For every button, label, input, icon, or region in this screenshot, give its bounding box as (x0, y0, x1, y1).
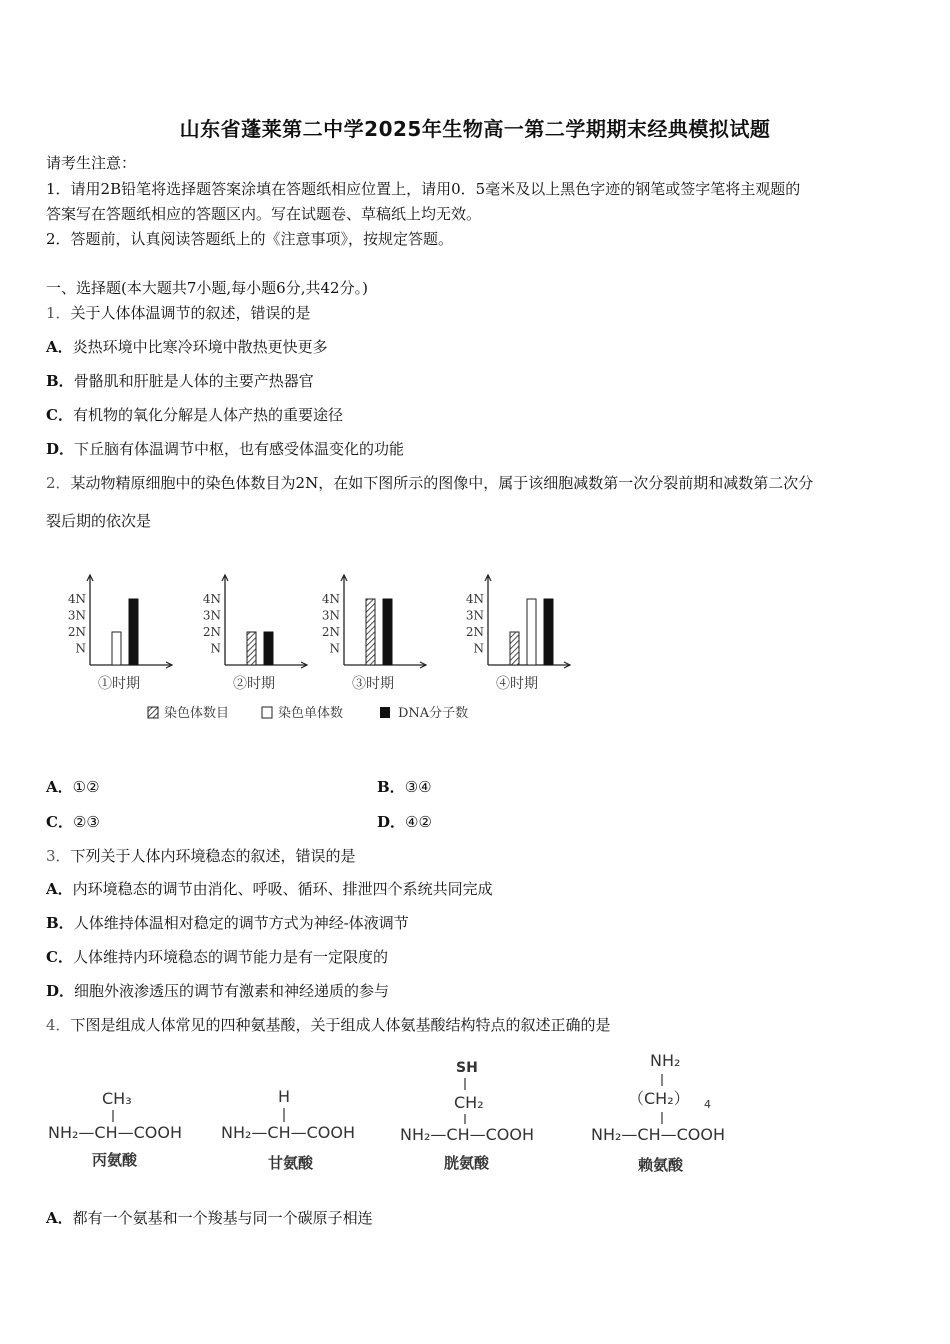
cystine-backbone: NH₂—CH—COOH (400, 1125, 535, 1144)
y-tick-label: N (329, 641, 340, 656)
q3-option-d[interactable]: D．细胞外液渗透压的调节有激素和神经递质的参与 (46, 982, 390, 1000)
question-number: 2． (46, 474, 71, 492)
notice-line-2: 2．答题前，认真阅读答题纸上的《注意事项》，按规定答题。 (46, 230, 454, 248)
alanine-r-group: CH₃ (102, 1089, 132, 1108)
lysine-r-group: NH₂ (650, 1051, 681, 1070)
bar-chromosome (247, 632, 256, 665)
y-tick-label: 2N (321, 625, 340, 639)
lysine-backbone: NH₂—CH—COOH (591, 1125, 726, 1144)
legend-dna: DNA分子数 (398, 706, 469, 721)
question-2 (46, 472, 813, 493)
alanine-structure (48, 1089, 182, 1169)
period-label: ②时期 (233, 676, 275, 692)
question-stem: 某动物精原细胞中的染色体数目为2N，在如下图所示的图像中，属于该细胞减数第一次分裂前期和减数第二次分 (70, 474, 814, 492)
question-stem: 下列关于人体内环境稳态的叙述，错误的是 (70, 847, 356, 865)
y-tick-label: 3N (67, 608, 86, 623)
question-2-cont: 裂后期的依次是 (46, 512, 152, 530)
y-tick-label: 3N (202, 608, 221, 623)
glycine-name: 甘氨酸 (268, 1154, 314, 1172)
legend-chromosome: 染色体数目 (164, 706, 230, 721)
q3-option-a[interactable]: A．内环境稳态的调节由消化、呼吸、循环、排泄四个系统共同完成 (46, 880, 493, 898)
glycine-r-group: H (278, 1087, 291, 1106)
amino-acid-structures (40, 1042, 780, 1182)
question-3 (46, 845, 356, 866)
notice-line-1b: 答案写在答题纸相应的答题区内。写在试题卷、草稿纸上均无效。 (46, 205, 482, 223)
section-heading: 一、选择题(本大题共7小题,每小题6分,共42分。) (46, 279, 368, 297)
q1-option-d[interactable]: D．下丘脑有体温调节中枢，也有感受体温变化的功能 (46, 440, 405, 458)
alanine-backbone: NH₂—CH—COOH (48, 1123, 183, 1142)
bar-dna (544, 599, 553, 665)
lysine-r-group-2: （CH₂） (628, 1089, 690, 1108)
question-1 (46, 302, 311, 323)
y-tick-label: 2N (465, 625, 484, 639)
chart-panel (466, 575, 570, 692)
q2-option-d[interactable]: D．④② (377, 813, 432, 831)
cystine-r-group: SH (456, 1060, 478, 1076)
q3-option-b[interactable]: B．人体维持体温相对稳定的调节方式为神经-体液调节 (46, 914, 409, 932)
period-label: ③时期 (352, 676, 394, 692)
question-4 (46, 1014, 611, 1035)
y-tick-label: 3N (321, 608, 340, 623)
q1-option-b[interactable]: B．骨骼肌和肝脏是人体的主要产热器官 (46, 372, 314, 390)
q2-option-a[interactable]: A．①② (46, 778, 100, 796)
q2-option-c[interactable]: C．②③ (46, 813, 100, 831)
cystine-structure (400, 1060, 534, 1172)
question-number: 3． (46, 847, 71, 865)
glycine-backbone: NH₂—CH—COOH (221, 1123, 356, 1142)
chart-panel (68, 575, 172, 692)
lysine-subscript: 4 (704, 1098, 711, 1111)
legend-swatch-dna (380, 707, 390, 718)
y-tick-label: 4N (202, 592, 221, 606)
bar-dna (383, 599, 392, 665)
page-title: 山东省蓬莱第二中学2025年生物高一第二学期期末经典模拟试题 (179, 117, 771, 141)
lysine-name: 赖氨酸 (638, 1156, 684, 1174)
bar-chromatid (527, 599, 536, 665)
bar-dna (264, 632, 273, 665)
y-tick-label: 4N (465, 592, 484, 606)
legend-swatch-chromosome (148, 707, 158, 718)
bar-chart-figure (50, 560, 610, 740)
bar-dna (129, 599, 138, 665)
period-label: ①时期 (98, 676, 140, 692)
legend-chromatid: 染色单体数 (278, 706, 344, 721)
question-number: 4． (46, 1016, 71, 1034)
bar-chromatid (112, 632, 121, 665)
q3-option-c[interactable]: C．人体维持内环境稳态的调节能力是有一定限度的 (46, 948, 388, 966)
y-tick-label: N (75, 641, 86, 656)
alanine-name: 丙氨酸 (92, 1151, 138, 1169)
glycine-structure (221, 1087, 355, 1172)
legend-swatch-chromatid (262, 707, 272, 718)
notice-heading: 请考生注意： (46, 154, 137, 172)
cystine-name: 胱氨酸 (444, 1154, 490, 1172)
bar-chromosome (366, 599, 375, 665)
q1-option-a[interactable]: A．炎热环境中比寒冷环境中散热更快更多 (46, 338, 328, 356)
y-tick-label: 2N (202, 625, 221, 639)
notice-line-1: 1．请用2B铅笔将选择题答案涂填在答题纸相应位置上，请用0．5毫米及以上黑色字迹的钢笔或签字笔将主观题的 (46, 180, 801, 198)
q2-option-b[interactable]: B．③④ (377, 778, 432, 796)
chart-panel (322, 575, 426, 692)
cystine-r-group-2: CH₂ (454, 1093, 484, 1112)
q4-option-a[interactable]: A．都有一个氨基和一个羧基与同一个碳原子相连 (46, 1209, 373, 1227)
q1-option-c[interactable]: C．有机物的氧化分解是人体产热的重要途径 (46, 406, 343, 424)
period-label: ④时期 (496, 676, 538, 692)
question-stem: 关于人体体温调节的叙述，错误的是 (70, 304, 311, 322)
question-stem: 下图是组成人体常见的四种氨基酸，关于组成人体氨基酸结构特点的叙述正确的是 (70, 1016, 611, 1034)
y-tick-label: 4N (67, 592, 86, 606)
chart-panel (203, 575, 307, 692)
y-tick-label: N (210, 641, 221, 656)
y-tick-label: 3N (465, 608, 484, 623)
y-tick-label: N (473, 641, 484, 656)
y-tick-label: 2N (67, 625, 86, 639)
lysine-structure (591, 1051, 725, 1174)
bar-chromosome (510, 632, 519, 665)
question-number: 1． (46, 304, 71, 322)
y-tick-label: 4N (321, 592, 340, 606)
